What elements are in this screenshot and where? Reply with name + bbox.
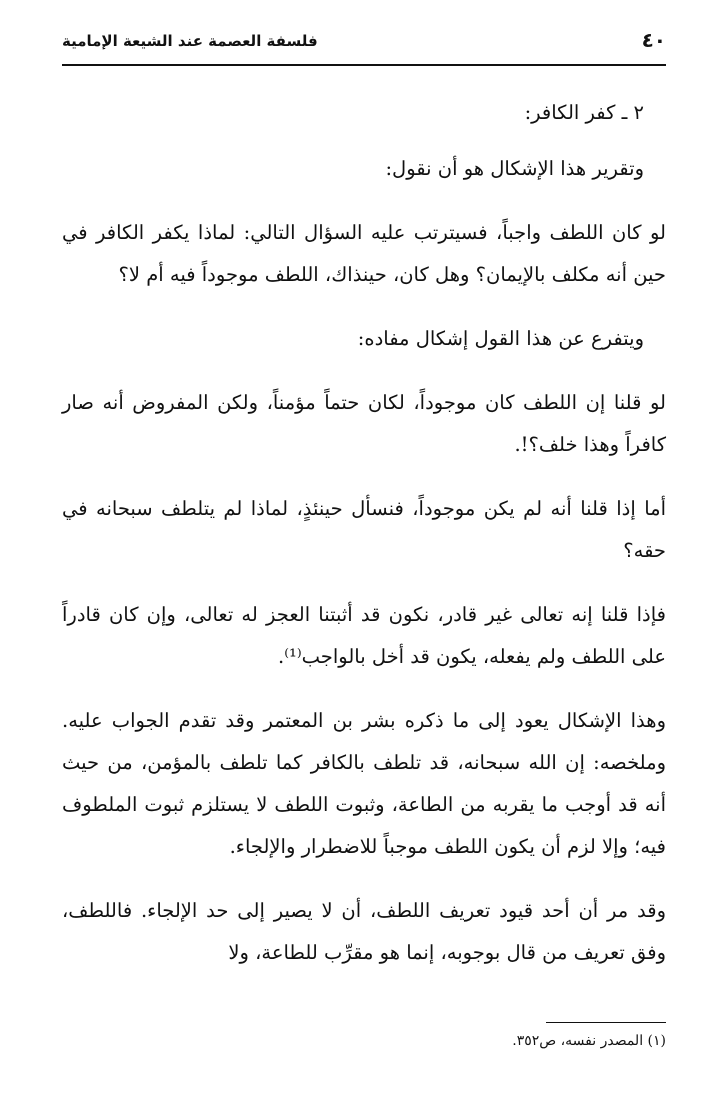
page-header bbox=[62, 28, 666, 66]
body-text bbox=[62, 92, 666, 988]
paragraph: وهذا الإشكال يعود إلى ما ذكره بشر بن المعتمر وقد تقدم الجواب عليه. وملخصه: إن الله سبحانه، قد تلطف بالكافر كما تلطف بالمؤمن، من حيث أنه قد أوجب ما يقربه من الطاعة، وثبوت اللطف لا يستلزم ثبوت الملطوف فيه؛ وإلا لزم أن يكون اللطف موجباً للاضطرار والإلجاء. bbox=[62, 709, 666, 858]
footnote: (١) المصدر نفسه، ص٣٥٢. bbox=[512, 1033, 666, 1049]
paragraph: لو قلنا إن اللطف كان موجوداً، لكان حتماً مؤمناً، ولكن المفروض أنه صار كافراً وهذا خلف؟!. bbox=[62, 391, 666, 456]
running-title: فلسفة العصمة عند الشيعة الإمامية bbox=[62, 32, 318, 50]
paragraph: وتقرير هذا الإشكال هو أن نقول: bbox=[385, 157, 644, 180]
paragraph: أما إذا قلنا أنه لم يكن موجوداً، فنسأل حينئذٍ، لماذا لم يتلطف سبحانه في حقه؟ bbox=[62, 497, 666, 562]
section-heading: ٢ ـ كفر الكافر: bbox=[524, 101, 644, 124]
page-number: ٤٠ bbox=[641, 28, 666, 52]
footnote-divider bbox=[546, 1022, 666, 1023]
paragraph: ويتفرع عن هذا القول إشكال مفاده: bbox=[357, 327, 644, 350]
paragraph: فإذا قلنا إنه تعالى غير قادر، نكون قد أثبتنا العجز له تعالى، وإن كان قادراً على اللطف ولم يفعله، يكون قد أخل بالواجب⁽¹⁾. bbox=[62, 603, 666, 668]
paragraph: وقد مر أن أحد قيود تعريف اللطف، أن لا يصير إلى حد الإلجاء. فاللطف، وفق تعريف من قال بوجوبه، إنما هو مقرِّب للطاعة، ولا bbox=[62, 899, 666, 964]
paragraph: لو كان اللطف واجباً، فسيترتب عليه السؤال التالي: لماذا يكفر الكافر في حين أنه مكلف بالإيمان؟ وهل كان، حينذاك، اللطف موجوداً فيه أم لا؟ bbox=[62, 221, 666, 286]
